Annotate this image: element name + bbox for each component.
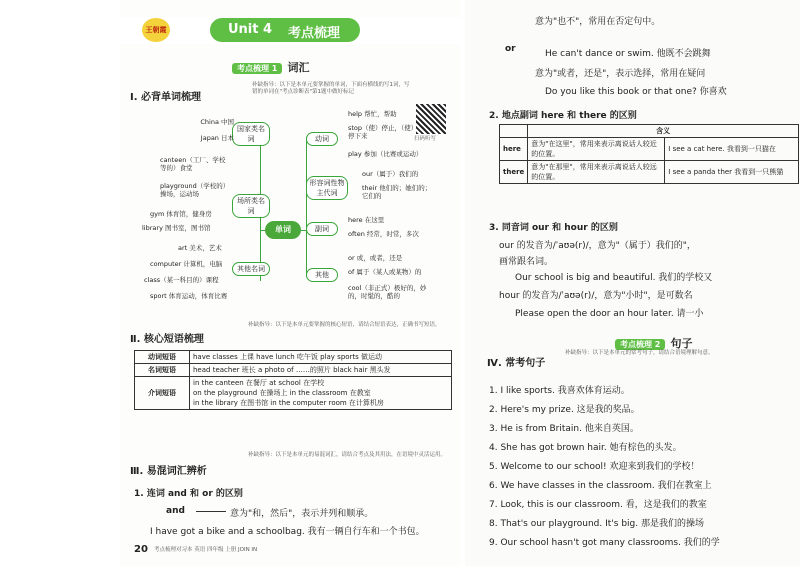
here-there-table xyxy=(499,124,799,184)
list-item: 2. Here's my prize. 这是我的奖品。 xyxy=(489,405,640,415)
sec4-title: Ⅳ. 常考句子 xyxy=(487,358,546,369)
phrase-label: 介词短语 xyxy=(135,377,190,410)
page-number: 20 xyxy=(134,544,148,555)
branch-place: 场所类名词 xyxy=(232,194,270,218)
b2-item: playground（学校的）操场，运动场 xyxy=(160,182,230,198)
unit-label: Unit 4 xyxy=(228,22,273,37)
b6-item: here 在这里 xyxy=(348,216,385,224)
b2-item: canteen（工厂、学校等的）食堂 xyxy=(160,156,226,172)
b7-item: cool（非正式）极好的，妙的，时髦的，酷的 xyxy=(348,284,427,300)
sec2-title: Ⅱ. 核心短语梳理 xyxy=(130,334,204,345)
b4-item: stop（使）停止，（使）停下来 xyxy=(348,124,418,140)
sec3-guide: 补缺指导：以下是本单元的易混词汇，请结合考点及其用法，在语境中灵活运用。 xyxy=(248,452,447,458)
table-cell: here xyxy=(500,138,528,161)
phrase-label: 名词短语 xyxy=(135,364,190,377)
kp1-badge: 考点梳理 1 xyxy=(232,63,282,74)
b3-item: class（某一科目的）课程 xyxy=(144,276,219,284)
header-title: 考点梳理 xyxy=(288,26,341,41)
logo-badge: 王朝霞 xyxy=(142,18,170,42)
header-bar xyxy=(120,18,460,44)
table-head: 含义 xyxy=(528,125,799,138)
r-ex2: Do you like this book or that one? 你喜欢 xyxy=(545,87,727,97)
list-item: 3. He is from Britain. 他来自英国。 xyxy=(489,424,639,434)
b4-item: play 参加（比赛或运动） xyxy=(348,150,423,158)
table-cell: 意为"在那里"，常用来表示离说话人较远的位置。 xyxy=(528,161,665,184)
sub3-l2: hour 的发音为/ˈaʊə(r)/，意为"小时"，是可数名 xyxy=(499,291,693,301)
table-cell: I see a panda ther 我看到一只熊猫 xyxy=(665,161,799,184)
kp2-heading xyxy=(615,332,692,351)
b3-item: computer 计算机，电脑 xyxy=(150,260,223,268)
sub3-l1: our 的发音为/ˈaʊə(r)/，意为"（属于）我们的"， xyxy=(499,241,696,251)
phrase-row: have classes 上课 have lunch 吃午饭 play sports 做运动 xyxy=(190,351,452,364)
list-item: 6. We have classes in the classroom. 我们在教室上 xyxy=(489,481,712,491)
left-page xyxy=(120,0,460,566)
branch-verbs: 动词 xyxy=(306,132,338,146)
b2-item: gym 体育馆，健身房 xyxy=(150,210,212,218)
b6-item: often 经常，时常，多次 xyxy=(348,230,419,238)
footer-text: 考点梳理对习本 英语 四年级 上册 JOIN IN xyxy=(154,547,258,553)
right-page xyxy=(465,0,800,566)
sub3-l1b: 画常跟名词。 xyxy=(499,257,554,267)
table-cell: I see a cat here. 我看到一只猫在 xyxy=(665,138,799,161)
r-top2: 意为"或者，还是"，表示选择，常用在疑问 xyxy=(535,69,706,79)
mindmap-center: 单词 xyxy=(265,221,301,239)
sec3-title: Ⅲ. 易混词汇辨析 xyxy=(130,466,207,477)
b5-item: our（属于）我们的 xyxy=(362,170,419,178)
b3-item: art 美术，艺术 xyxy=(178,244,222,252)
and-word: and xyxy=(166,506,185,516)
sub3-title: 3. 同音词 our 和 hour 的区别 xyxy=(489,223,618,233)
sub2-title: 2. 地点副词 here 和 there 的区别 xyxy=(489,111,637,121)
list-item: 8. That's our playground. It's big. 那是我们的操场 xyxy=(489,519,704,529)
b4-item: help 帮忙，帮助 xyxy=(348,110,397,118)
b1-item: China 中国 xyxy=(200,118,234,126)
branch-country: 国家类名词 xyxy=(232,122,270,146)
b3-item: sport 体育运动，体育比赛 xyxy=(150,292,228,300)
sub1-title: 1. 连词 and 和 or 的区别 xyxy=(134,489,243,499)
list-item: 9. Our school hasn't got many classrooms. 我们的学 xyxy=(489,538,720,548)
branch-possessive: 形容词性物主代词 xyxy=(306,176,348,200)
sub3-ex1: Our school is big and beautiful. 我们的学校又 xyxy=(515,273,713,283)
branch-adverbs: 副词 xyxy=(306,222,338,236)
sec1-title: Ⅰ. 必背单词梳理 xyxy=(130,92,202,103)
r-or-word: or xyxy=(505,44,516,54)
b5-item: their 他们的；她们的；它们的 xyxy=(362,184,432,200)
list-item: 7. Look, this is our classroom. 看，这是我们的教室 xyxy=(489,500,707,510)
table-cell: 意为"在这里"，常用来表示离说话人较近的位置。 xyxy=(528,138,665,161)
kp1-title: 词汇 xyxy=(287,61,310,74)
r-ex1: He can't dance or swim. 他既不会跳舞 xyxy=(545,49,711,59)
kp1-heading xyxy=(232,56,309,75)
sec1-guide: 补缺指导：以下是本单元要掌握的单词，下面有横线的写1词，写错的单词在"考点诊断表"第1题中做好标记 xyxy=(252,82,410,95)
qr-label: 扫码听写 xyxy=(414,136,437,142)
branch-other-nouns: 其他名词 xyxy=(232,262,270,276)
b7-item: or 或，或者，还是 xyxy=(348,254,403,262)
list-item: 5. Welcome to our school! 欢迎来到我们的学校！ xyxy=(489,462,700,472)
phrase-table xyxy=(134,350,452,410)
and-example: I have got a bike and a schoolbag. 我有一辆自行车和一个书包。 xyxy=(150,527,425,537)
table-cell: there xyxy=(500,161,528,184)
sec2-guide: 补缺指导：以下是本单元要掌握的核心短语，请结合短语表达，正确书写短语。 xyxy=(248,322,441,328)
sec4-guide: 补缺指导：以下是本单元的常考句子，请结合语境理解句意。 xyxy=(565,350,714,356)
kp2-title: 句子 xyxy=(670,337,693,350)
phrase-row: head teacher 班长 a photo of ……的照片 black hair 黑头发 xyxy=(190,364,452,377)
list-item: 4. She has got brown hair. 她有棕色的头发。 xyxy=(489,443,682,453)
b2-item: library 图书室，图书馆 xyxy=(142,224,211,232)
sentence-list xyxy=(489,382,720,553)
list-item: 1. I like sports. 我喜欢体育运动。 xyxy=(489,386,630,396)
phrase-row: in the canteen 在餐厅 at school 在学校 on the playground 在操场上 in the classroom 在教室 in the library 在图书馆 in the computer room 在计算机房 xyxy=(190,377,452,410)
b7-item: of 属于（某人或某物）的 xyxy=(348,268,422,276)
and-desc: 意为"和，然后"，表示并列和顺承。 xyxy=(230,509,374,519)
phrase-label: 动词短语 xyxy=(135,351,190,364)
r-top1: 意为"也不"，常用在否定句中。 xyxy=(535,17,661,27)
branch-others: 其他 xyxy=(306,268,338,282)
mindmap xyxy=(120,104,460,324)
kp2-badge: 考点梳理 2 xyxy=(615,339,665,350)
sub3-ex2: Please open the door an hour later. 请一小 xyxy=(515,309,704,319)
b1-item: Japan 日本 xyxy=(200,134,234,142)
